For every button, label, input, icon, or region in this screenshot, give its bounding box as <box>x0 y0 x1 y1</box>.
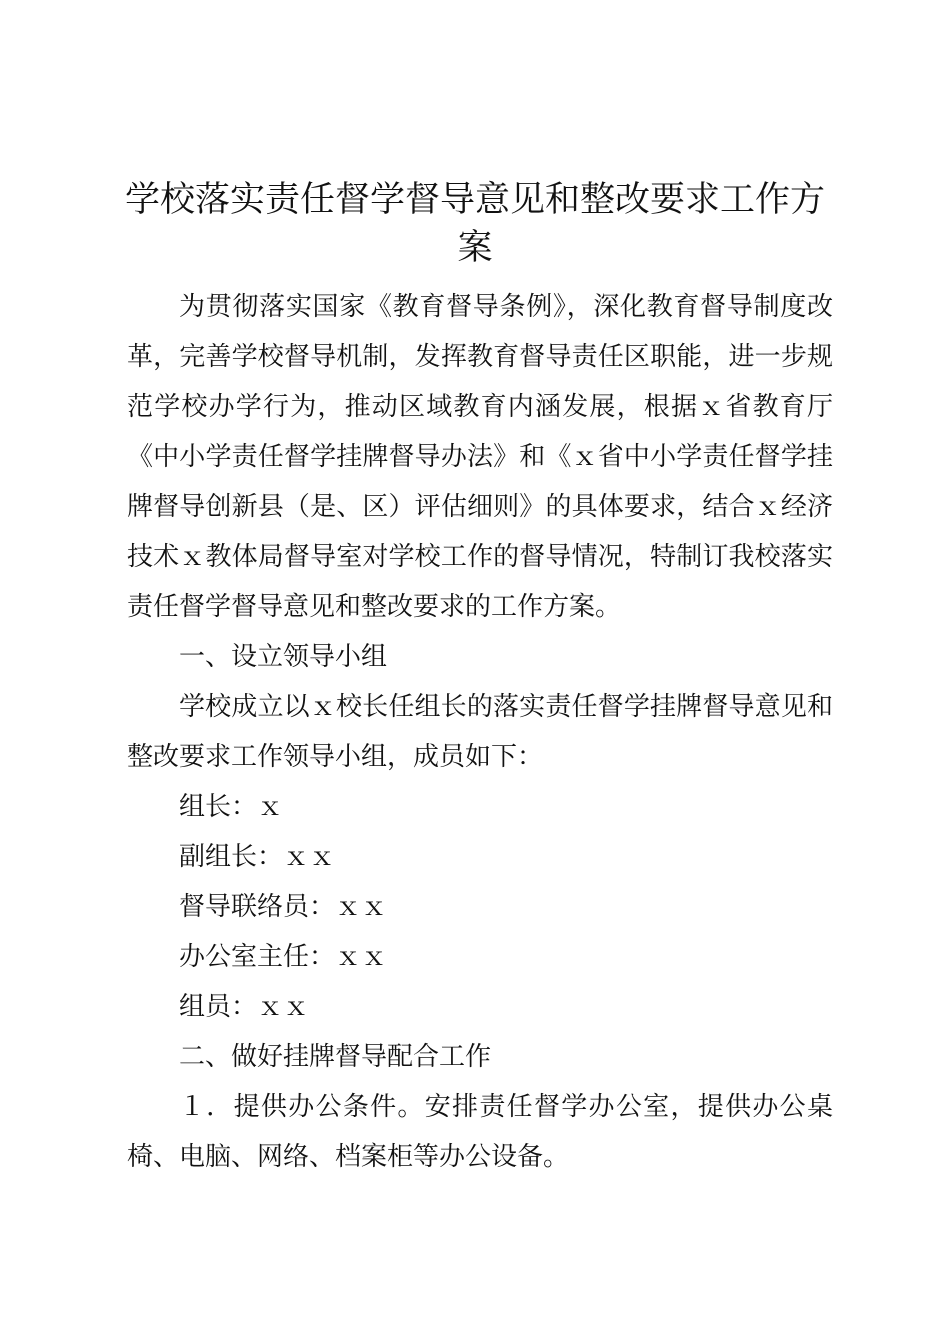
member-group-members: 组员：ｘｘ <box>179 992 310 1022</box>
section-heading-supervision: 二、做好挂牌督导配合工作 <box>179 1042 492 1072</box>
intro-paragraph: 为贯彻落实国家《教育督导条例》，深化教育督导制度改革，完善学校督导机制，发挥教育督导责任区职能，进一步规范学校办学行为，推动区域教育内涵发展，根据ｘ省教育厅《中小学责任督学挂牌督导办法》和《ｘ省中小学责任督学挂牌督导创新县（是、区）评估细则》的具体要求，结合ｘ经济技术ｘ教体局督导室对学校工作的督导情况，特制订我校落实责任督学督导意见和整改要求的工作方案。 <box>127 292 833 622</box>
document-body <box>127 282 833 1182</box>
member-liaison: 督导联络员：ｘｘ <box>179 892 388 922</box>
leadership-group-paragraph: 学校成立以ｘ校长任组长的落实责任督学挂牌督导意见和整改要求工作领导小组，成员如下： <box>127 692 833 772</box>
member-leader: 组长：ｘ <box>179 792 284 822</box>
member-office-director: 办公室主任：ｘｘ <box>179 942 388 972</box>
document-title: 学校落实责任督学督导意见和整改要求工作方案 <box>124 180 825 268</box>
member-deputy-leader: 副组长：ｘｘ <box>179 842 336 872</box>
item-office-conditions: １．提供办公条件。安排责任督学办公室，提供办公桌椅、电脑、网络、档案柜等办公设备。 <box>127 1092 833 1172</box>
section-heading-leadership-group: 一、设立领导小组 <box>179 642 388 672</box>
